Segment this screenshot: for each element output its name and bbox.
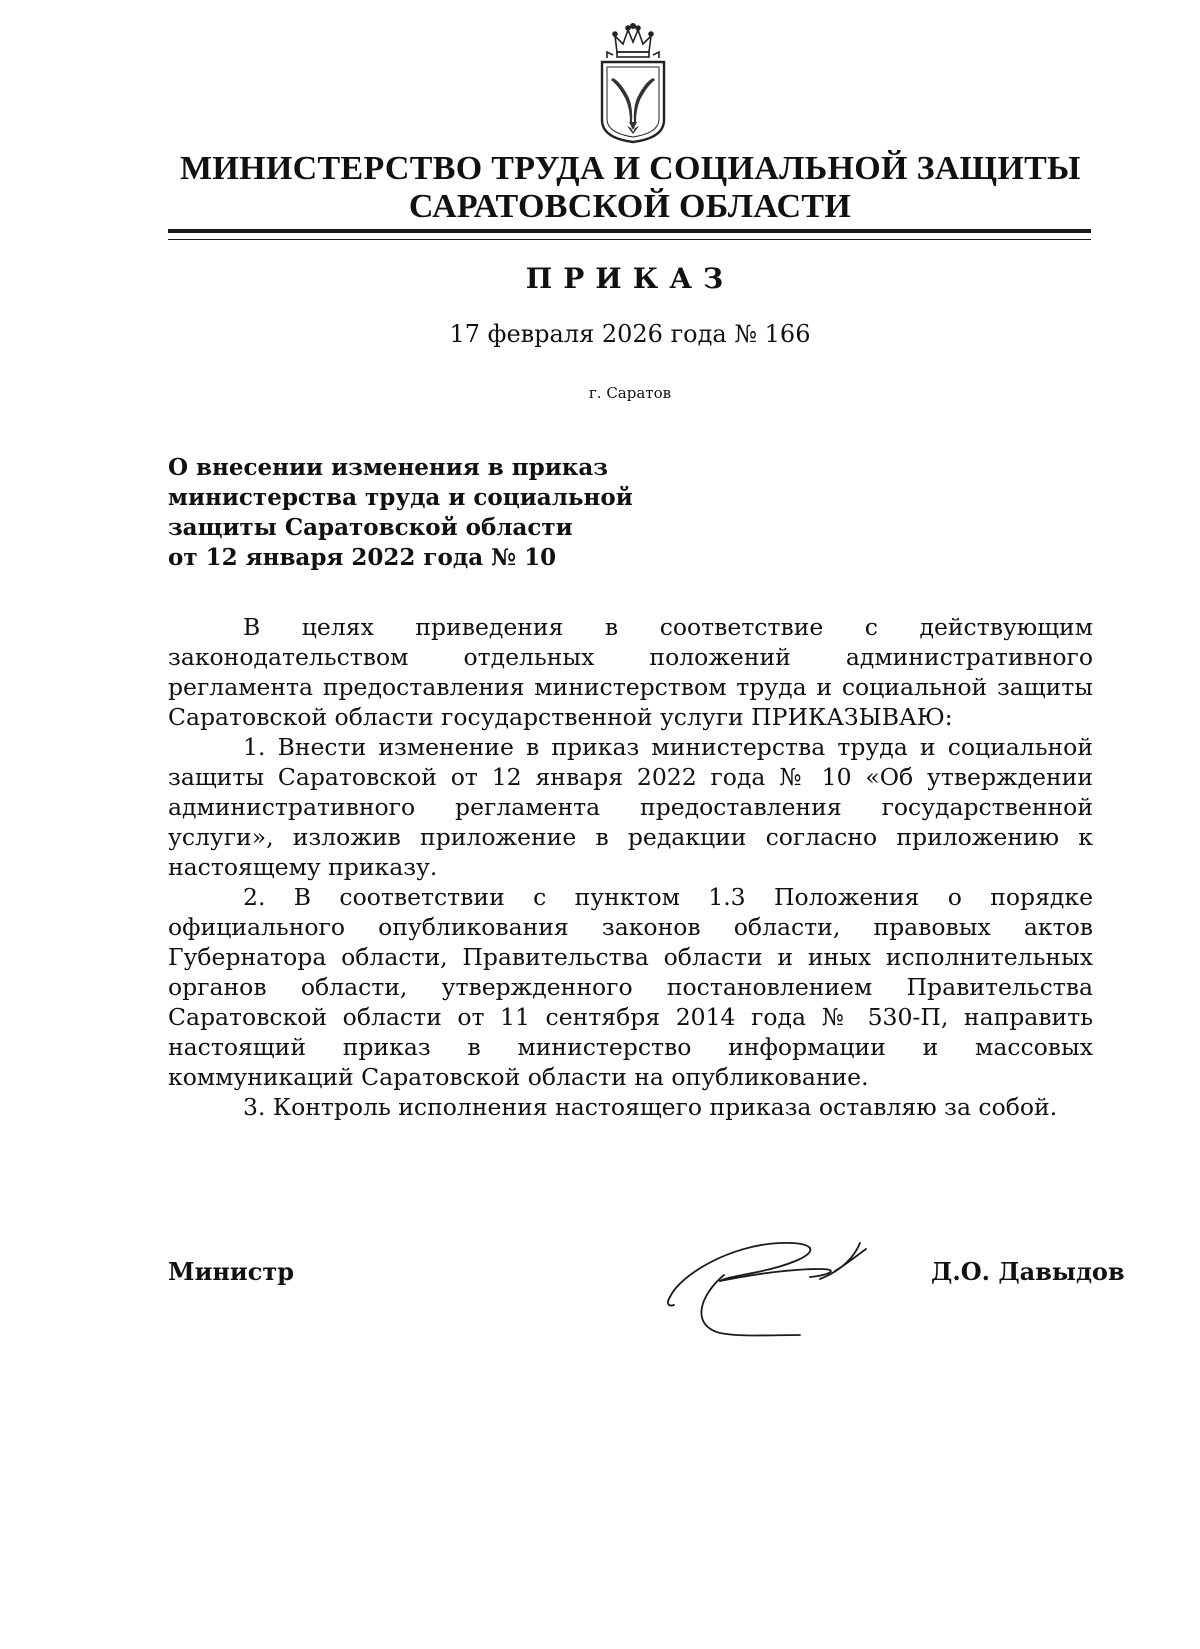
order-subject xyxy=(168,453,633,573)
order-city: г. Саратов xyxy=(588,384,672,402)
order-body xyxy=(168,612,1093,1122)
ministry-name-line1: МИНИСТЕРСТВО ТРУДА И СОЦИАЛЬНОЙ ЗАЩИТЫ xyxy=(180,150,1081,187)
ministry-name-line2: САРАТОВСКОЙ ОБЛАСТИ xyxy=(408,188,852,225)
header-divider-thick xyxy=(168,229,1091,233)
signer-name: Д.О. Давыдов xyxy=(931,1257,1125,1286)
signer-position: Министр xyxy=(168,1257,294,1286)
handwritten-signature-icon xyxy=(660,1235,910,1345)
subject-line: министерства труда и социальной xyxy=(168,484,633,511)
saratov-coat-of-arms-icon xyxy=(599,22,667,144)
order-date-number: 17 февраля 2026 года № 166 xyxy=(449,320,811,348)
order-item-1: 1. Внести изменение в приказ министерства труда и социальной защиты Саратовской от 12 января 2022 года № 10 «Об утверждении административного регламента предоставления государственной услуги», изложив приложение в редакции согласно приложению к настоящему приказу. xyxy=(168,733,1093,881)
order-item-2: 2. В соответствии с пунктом 1.3 Положения о порядке официального опубликования законов области, правовых актов Губернатора области, Правительства области и иных исполнительных органов области, утвержденного постановлением Правительства Саратовской области от 11 сентября 2014 года № 530-П, направить настоящий приказ в министерство информации и массовых коммуникаций Саратовской области на опубликование. xyxy=(168,883,1093,1091)
order-item-3: 3. Контроль исполнения настоящего приказа оставляю за собой. xyxy=(243,1093,1058,1121)
subject-line: защиты Саратовской области xyxy=(168,514,573,541)
header-divider-thin xyxy=(168,239,1091,240)
subject-line: О внесении изменения в приказ xyxy=(168,454,608,481)
preamble-paragraph: В целях приведения в соответствие с действующим законодательством отдельных положений административного регламента предоставления министерством труда и социальной защиты Саратовской области государственной услуги ПРИКАЗЫВАЮ: xyxy=(168,613,1093,731)
order-title: ПРИКАЗ xyxy=(525,262,735,295)
ministry-header xyxy=(180,150,1080,226)
subject-line: от 12 января 2022 года № 10 xyxy=(168,544,557,571)
